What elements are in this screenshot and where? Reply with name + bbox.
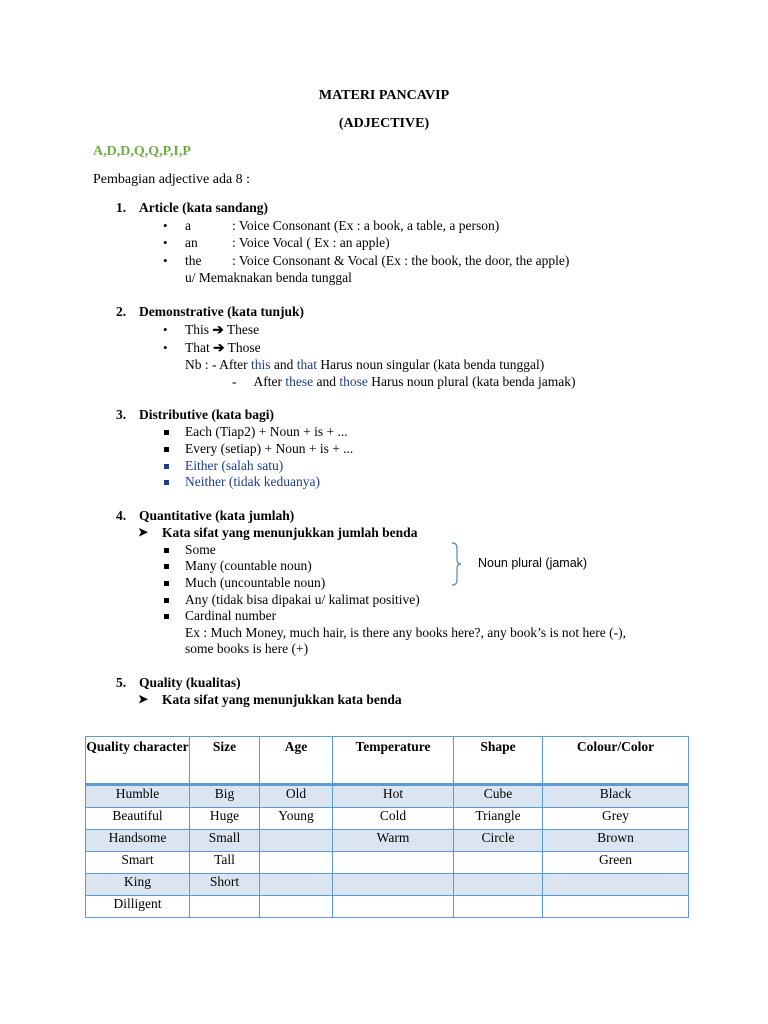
table-cell: Small [190, 830, 260, 852]
table-cell [260, 830, 333, 852]
article-item-an [185, 235, 390, 251]
section-1-heading: Article (kata sandang) [139, 200, 268, 215]
column-header: Colour/Color [543, 737, 689, 785]
document-title: MATERI PANCAVIP [318, 88, 450, 103]
section-2-number: 2. [116, 304, 127, 319]
nb-text: After [253, 374, 286, 389]
keyword: that [296, 357, 317, 372]
table-row [86, 852, 689, 874]
quantitative-item: Any (tidak bisa dipakai u/ kalimat positive) [185, 592, 420, 607]
distributive-item: Every (setiap) + Noun + is + ... [185, 441, 354, 456]
nb-text: Harus noun plural (kata benda jamak) [367, 374, 576, 389]
table-cell: Warm [333, 830, 454, 852]
article-term: a [185, 218, 191, 233]
article-desc: : Voice Consonant (Ex : a book, a table, a person) [232, 218, 500, 233]
demonstrative-singular: That [185, 340, 210, 355]
table-cell [543, 896, 689, 918]
section-4-heading: Quantitative (kata jumlah) [139, 508, 295, 523]
nb-text: and [313, 374, 340, 389]
document-subtitle: (ADJECTIVE) [338, 116, 430, 131]
right-arrow-icon: ➔ [212, 322, 224, 337]
table-cell: Triangle [454, 808, 543, 830]
article-item-a [185, 218, 500, 234]
table-row [86, 896, 689, 918]
quantitative-example-2: some books is here (+) [185, 641, 309, 656]
section-1-number: 1. [116, 200, 127, 215]
table-cell [260, 852, 333, 874]
distributive-item: Either (salah satu) [185, 458, 284, 473]
table-cell: Green [543, 852, 689, 874]
table-header-row [86, 737, 689, 785]
keyword: these [285, 374, 314, 389]
table-cell: Smart [86, 852, 190, 874]
intro-text: Pembagian adjective ada 8 : [93, 172, 251, 187]
column-header: Size [190, 737, 260, 785]
section-4-number: 4. [116, 508, 127, 523]
right-arrow-icon: ➔ [213, 340, 225, 355]
quantitative-subheading: ➤ Kata sifat yang menunjukkan jumlah benda [162, 525, 417, 541]
table-cell: Young [260, 808, 333, 830]
column-header: Shape [454, 737, 543, 785]
nb-text: - After [212, 357, 251, 372]
table-cell: Hot [333, 785, 454, 808]
article-term: an [185, 235, 198, 250]
column-header: Age [260, 737, 333, 785]
table-cell: Circle [454, 830, 543, 852]
table-cell: Beautiful [86, 808, 190, 830]
section-2-heading: Demonstrative (kata tunjuk) [139, 304, 304, 319]
quality-table [85, 736, 689, 918]
distributive-item: Each (Tiap2) + Noun + is + ... [185, 424, 348, 439]
quantitative-example-1: Ex : Much Money, much hair, is there any books here?, any book’s is not here (-), [185, 625, 626, 640]
table-cell: Short [190, 874, 260, 896]
nb-text: Harus noun singular (kata benda tunggal) [317, 357, 545, 372]
distributive-item: Neither (tidak keduanya) [185, 474, 320, 489]
table-cell: Handsome [86, 830, 190, 852]
quantitative-item: Cardinal number [185, 608, 277, 623]
brace-note: Noun plural (jamak) [478, 556, 588, 570]
table-row [86, 785, 689, 808]
table-cell: Dilligent [86, 896, 190, 918]
quantitative-item: Much (uncountable noun) [185, 575, 326, 590]
table-cell [454, 896, 543, 918]
nb-line-1 [185, 357, 544, 373]
column-header: Temperature [333, 737, 454, 785]
table-cell: Humble [86, 785, 190, 808]
table-cell: Big [190, 785, 260, 808]
nb-label: Nb : [185, 357, 209, 372]
table-cell [190, 896, 260, 918]
demonstrative-singular: This [185, 322, 210, 337]
article-term: the [185, 253, 202, 268]
curly-brace-icon [448, 542, 464, 586]
table-cell [333, 874, 454, 896]
dash: - [232, 374, 237, 389]
column-header: Quality character [86, 737, 190, 785]
table-cell [260, 896, 333, 918]
table-cell: Black [543, 785, 689, 808]
table-row [86, 808, 689, 830]
table-cell [454, 852, 543, 874]
quality-subheading: ➤ Kata sifat yang menunjukkan kata benda [162, 692, 402, 708]
keyword: this [250, 357, 271, 372]
table-cell: Old [260, 785, 333, 808]
demonstrative-item [185, 322, 259, 338]
table-cell [454, 874, 543, 896]
table-cell [333, 896, 454, 918]
nb-text: and [270, 357, 297, 372]
mnemonic-code: A,D,D,Q,Q,P,I,P [93, 144, 191, 159]
table-cell [543, 874, 689, 896]
demonstrative-plural: These [226, 322, 260, 337]
table-cell: Tall [190, 852, 260, 874]
table-cell: Cube [454, 785, 543, 808]
table-cell: Brown [543, 830, 689, 852]
keyword: those [339, 374, 368, 389]
article-item-the [185, 253, 570, 269]
quantitative-item: Many (countable noun) [185, 558, 312, 573]
section-5-heading: Quality (kualitas) [139, 675, 241, 690]
table-cell [260, 874, 333, 896]
section-3-number: 3. [116, 407, 127, 422]
table-cell: Huge [190, 808, 260, 830]
article-desc: : Voice Consonant & Vocal (Ex : the book, the door, the apple) [232, 253, 570, 268]
article-desc: : Voice Vocal ( Ex : an apple) [232, 235, 390, 250]
quantitative-item: Some [185, 542, 216, 557]
section-3-heading: Distributive (kata bagi) [139, 407, 274, 422]
table-cell: King [86, 874, 190, 896]
table-row [86, 830, 689, 852]
demonstrative-item [185, 340, 261, 356]
table-cell: Grey [543, 808, 689, 830]
demonstrative-plural: Those [227, 340, 261, 355]
section-5-number: 5. [116, 675, 127, 690]
table-cell [333, 852, 454, 874]
nb-line-2 [232, 374, 576, 390]
table-cell: Cold [333, 808, 454, 830]
article-note: u/ Memaknakan benda tunggal [185, 270, 352, 285]
table-row [86, 874, 689, 896]
